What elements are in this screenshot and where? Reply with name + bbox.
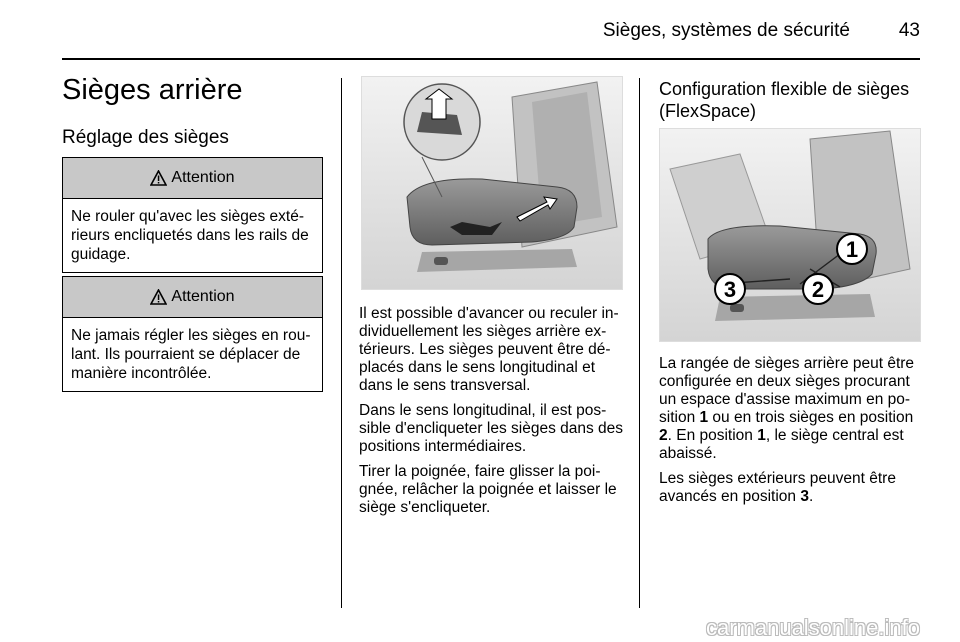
header-rule bbox=[62, 58, 920, 60]
warning-triangle-icon bbox=[150, 170, 167, 186]
paragraph: La rangée de sièges arrière peut être configurée en deux sièges procurant un espace d'assise maximum en po-sition 1 ou en trois sièges en position 2. En position 1, le siège central est abaissé. bbox=[659, 355, 915, 462]
paragraph: Dans le sens longitudinal, il est pos-sible d'encliqueter les sièges dans des positions intermédiaires. bbox=[359, 402, 624, 455]
warning-heading: Attention bbox=[171, 288, 235, 305]
warning-text: Ne rouler qu'avec les sièges exté-rieurs encliquetés dans les rails de guidage. bbox=[71, 208, 309, 263]
svg-text:3: 3 bbox=[723, 277, 737, 302]
flexspace-title: Configuration flexible de sièges (FlexSpace) bbox=[659, 79, 910, 121]
warning-box-2 bbox=[62, 276, 323, 392]
column-divider-left bbox=[341, 78, 342, 608]
callout-3 bbox=[715, 274, 745, 304]
seat-adjustment-illustration bbox=[361, 76, 623, 290]
flexspace-text bbox=[659, 355, 925, 513]
paragraph: Tirer la poignée, faire glisser la poi-gnée, relâcher la poignée et laisser le siège s'encliqueter. bbox=[359, 463, 617, 516]
warning-triangle-icon bbox=[150, 289, 167, 305]
callout-1 bbox=[837, 234, 867, 264]
warning-box-1 bbox=[62, 157, 323, 273]
warning-text: Ne jamais régler les sièges en rou-lant. Ils pourraient se déplacer de manière incontrôlée. bbox=[71, 327, 311, 382]
callout-2 bbox=[803, 274, 833, 304]
paragraph: Il est possible d'avancer ou reculer in-dividuellement les sièges arrière ex-térieurs. Les sièges peuvent être dé-placés dans le sens longitudinal et dans le sens transversal. bbox=[359, 305, 619, 394]
warning-header bbox=[63, 277, 322, 318]
flexspace-illustration bbox=[659, 128, 921, 342]
watermark: carmanualsonline.info bbox=[705, 615, 920, 640]
subsection-title: Réglage des sièges bbox=[62, 127, 229, 148]
svg-text:2: 2 bbox=[811, 277, 825, 302]
paragraph: Les sièges extérieurs peuvent être avancés en position 3. bbox=[659, 470, 896, 505]
warning-header bbox=[63, 158, 322, 199]
warning-heading: Attention bbox=[171, 169, 235, 186]
running-header-title: Sièges, systèmes de sécurité bbox=[602, 20, 850, 41]
page-number: 43 bbox=[898, 20, 920, 41]
column-divider-right bbox=[639, 78, 640, 608]
section-title: Sièges arrière bbox=[62, 74, 243, 106]
adjustment-text bbox=[359, 305, 627, 524]
svg-text:1: 1 bbox=[845, 237, 859, 262]
